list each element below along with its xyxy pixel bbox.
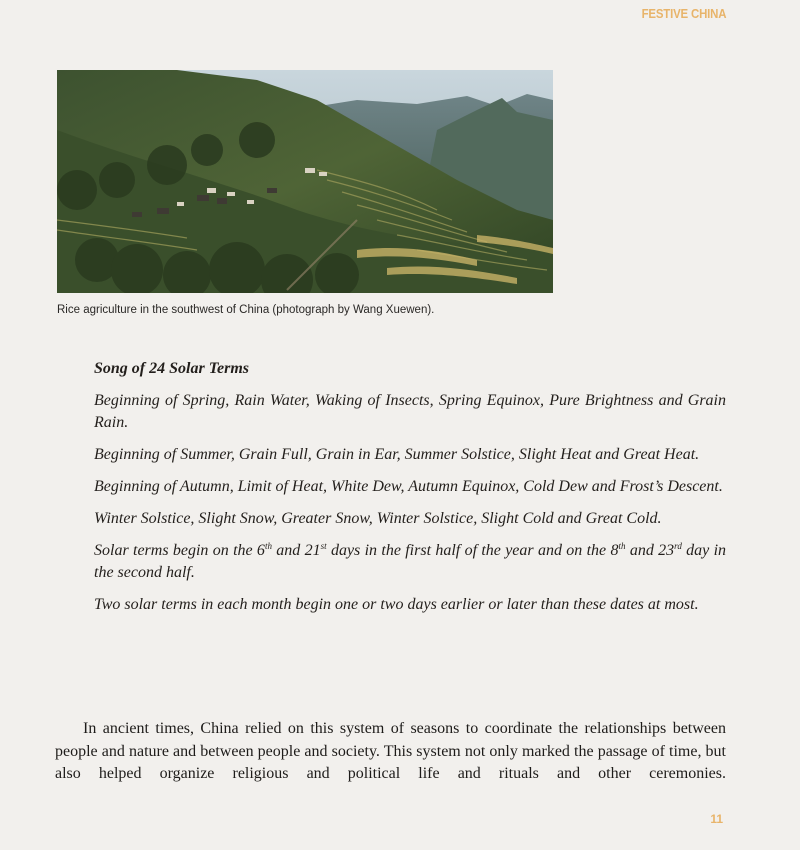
poem-stanza-winter: Winter Solstice, Slight Snow, Greater Snow, Winter Solstice, Slight Cold and Great Cold. [94,510,662,527]
body-paragraph: In ancient times, China relied on this system of seasons to coordinate the relationships between people and nature and between people and society. This system not only marked the passage of time, but also helped organize religious and political life and rituals and other ceremonies. [55,720,726,782]
photo-caption: Rice agriculture in the southwest of China (photograph by Wang Xuewen). [57,304,435,316]
rice-terrace-photo [57,70,553,293]
header-brand: FESTIVE CHINA [641,6,726,21]
poem-stanza-summer: Beginning of Summer, Grain Full, Grain in Ear, Summer Solstice, Slight Heat and Great Heat. [94,446,700,463]
poem-stanza-spring: Beginning of Spring, Rain Water, Waking of Insects, Spring Equinox, Pure Brightness and Grain Rain. [94,392,726,431]
poem-dates-line: Solar terms begin on the 6th and 21st days in the first half of the year and on the 8th and 23rd day in the second half. [94,541,727,581]
poem-stanza-autumn: Beginning of Autumn, Limit of Heat, White Dew, Autumn Equinox, Cold Dew and Frost’s Descent. [94,478,723,495]
poem-closing-line: Two solar terms in each month begin one or two days earlier or later than these dates at most. [94,596,699,613]
page-number: 11 [710,812,723,826]
poem-block [94,358,726,626]
poem-title: Song of 24 Solar Terms [94,360,249,377]
